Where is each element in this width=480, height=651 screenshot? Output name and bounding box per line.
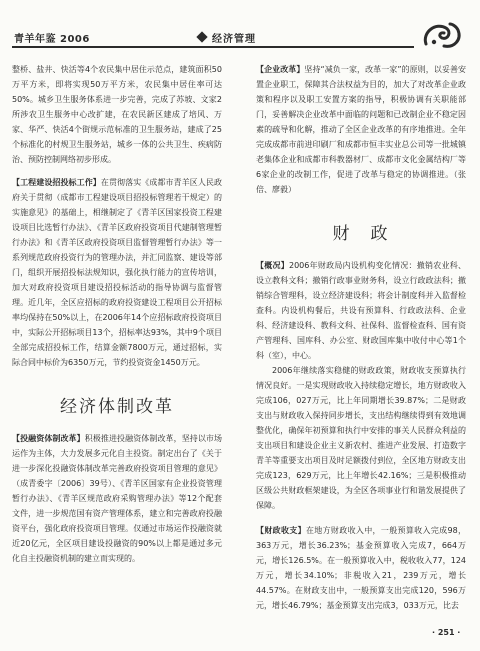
tag-investment-reform: 【投融资体制改革】 <box>12 434 85 443</box>
right-paragraph-2 <box>256 258 466 363</box>
left-paragraph-2-text: 在贯彻落实《成都市青羊区人民政府关于贯彻（成都市工程建设项目招投标管理若干规定）的实施意见》的基础上，相继制定了《青羊区国家投资工程建设项目比选暂行办法》、《青羊区政府投资项目代建制管理暂行办法》和《青羊区政府投资项目监督管理暂行办法》等一系列规范政府投资行为的管理办法，并汇同监察、建设等部门，组织开展招投标法规知识，强化执行能力的宣传培训，加大对政府投资项目建设招投标活动的指导协调与监督管理。近几年，全区应招标的政府投资建设工程项目公开招标率均保持在50%以上，在2006年14个应招标政府投资项目中，实际公开招标项目13个，招标率达93%，其中9个项目全部完成招投标工作，结算金额7800万元，通过招标，实际合同中标价为6350万元，节约投资资金1450万元。 <box>12 178 223 367</box>
right-column <box>256 62 466 613</box>
tag-enterprise-reform: 【企业改革】 <box>256 65 305 74</box>
left-paragraph-3 <box>12 431 222 566</box>
tag-tender-work: 【工程建设招投标工作】 <box>12 178 101 187</box>
right-paragraph-1-text: 坚持“减负一家，改革一家”的原则，以妥善安置企业职工，保障其合法权益为目的，加大了对改革企业政策和程序以及职工安置方案的指导，积极协调有关职能部门，妥善解决企业改革中面临的问题和已改制企业不稳定因素的疏导和化解，推动了全区企业改革的有序地推进。全年完成成都市前进印刷厂和成都市恒丰实业总公司等一批城镇老集体企业和成都市科教器材厂、成都市文化金属结构厂等6家企业的改制工作，促进了改革与稳定的协调推进。（张倍、廖毅） <box>256 65 467 194</box>
tag-overview: 【概况】 <box>256 261 289 270</box>
page-number: · 251 · <box>432 628 461 637</box>
page-header <box>0 0 480 56</box>
left-paragraph-1: 整桥、盐井、快活等4个农民集中居住示范点，建筑面积50万平方米，即将实现50万平方米，农民集中居住率可达50%。城乡卫生服务体系进一步完善，完成了苏坡、文家2所涉农卫生服务中心改扩建，在农民新区建成了培风、万家、华严、快活4个街规示范标准的卫生服务站，建成了25个标准化的村规卫生服务站，城乡一体的公共卫生、疾病防治、预防控制网络初步形成。 <box>12 65 222 164</box>
swirl-logo-icon <box>420 18 464 52</box>
tag-revenue-expenditure: 【财政收支】 <box>256 526 306 535</box>
right-paragraph-1 <box>256 62 466 197</box>
left-paragraph-2 <box>12 175 222 370</box>
left-column <box>12 62 222 566</box>
section-heading-finance: 财 政 <box>332 224 390 244</box>
header-rule <box>12 46 414 48</box>
yearbook-title: 青羊年鉴 2006 <box>14 34 90 45</box>
section-heading-reform: 经济体制改革 <box>60 397 174 417</box>
right-paragraph-4 <box>256 523 466 613</box>
right-paragraph-4-text: 在地方财政收入中，一般预算收入完成98，363万元，增长36.23%；基金预算收入完成7，664万元，增长126.5%。在一般预算收入中，税收收入77，124万元，增长34.10%；非税收入21，239万元，增长44.57%。在财政支出中，一般预算支出完成120，596万元，增长46.79%；基金预算支出完成3，033万元，比去 <box>256 526 466 610</box>
right-paragraph-3: 2006年继续落实稳健的财政政策，财政收支预算执行情况良好。一是实现财政收入持续稳定增长，地方财政收入完成106，027万元，比上年同期增长39.87%；二是财政支出与财政收入保持同步增长，支出结构继续得到有效地调整优化，确保年初预算和执行中安排的事关人民群众利益的支出项目和建设企业主义新农村、推进产业发展、打造数字青羊等重要支出项目及时足额拨付到位，全区地方财政支出完成123，629万元，比上年增长42.16%；三是积极推动区级公共财政框架建设，为全区各项事业行和谐发展提供了保障。 <box>256 366 466 510</box>
section-title <box>198 30 256 45</box>
right-paragraph-2-text: 2006年财政局内设机构变化情况：撤销农业科、设立教科文科；撤销行政事业财务科，设立行政政法科；撤销综合管理科，设立经济建设科；将会计制度科并入监督检查科。内设机构餐后，共设有预算科、行政政法科、企业科、经济建设科、教科文科、社保科、监督检查科、国有资产管理科、国库科、办公室、财政国库集中收付中心等1个科（室），中心。 <box>256 261 467 360</box>
diamond-icon <box>196 31 207 42</box>
section-title-text: 经济管理 <box>212 34 256 45</box>
left-paragraph-3-text: 积极推进投融资体制改革，坚持以市场运作为主体，大力发展多元化自主投资。制定出台了《关于进一步深化投融资体制改革完善政府投资项目管理的意见》（成青委字〔2006〕39号）、《青羊区国家有企业投资管理暂行办法》、《青羊区规范政府采购管理办法》等12个配套文件，进一步规范国有资产管理体系，建立和完善政府投融资平台，强化政府投资项目管理。仅通过市场运作投融资就近20亿元，全区项目建设投融资的90%以上都是通过多元化自主投融资机制的建立而实现的。 <box>12 434 223 563</box>
